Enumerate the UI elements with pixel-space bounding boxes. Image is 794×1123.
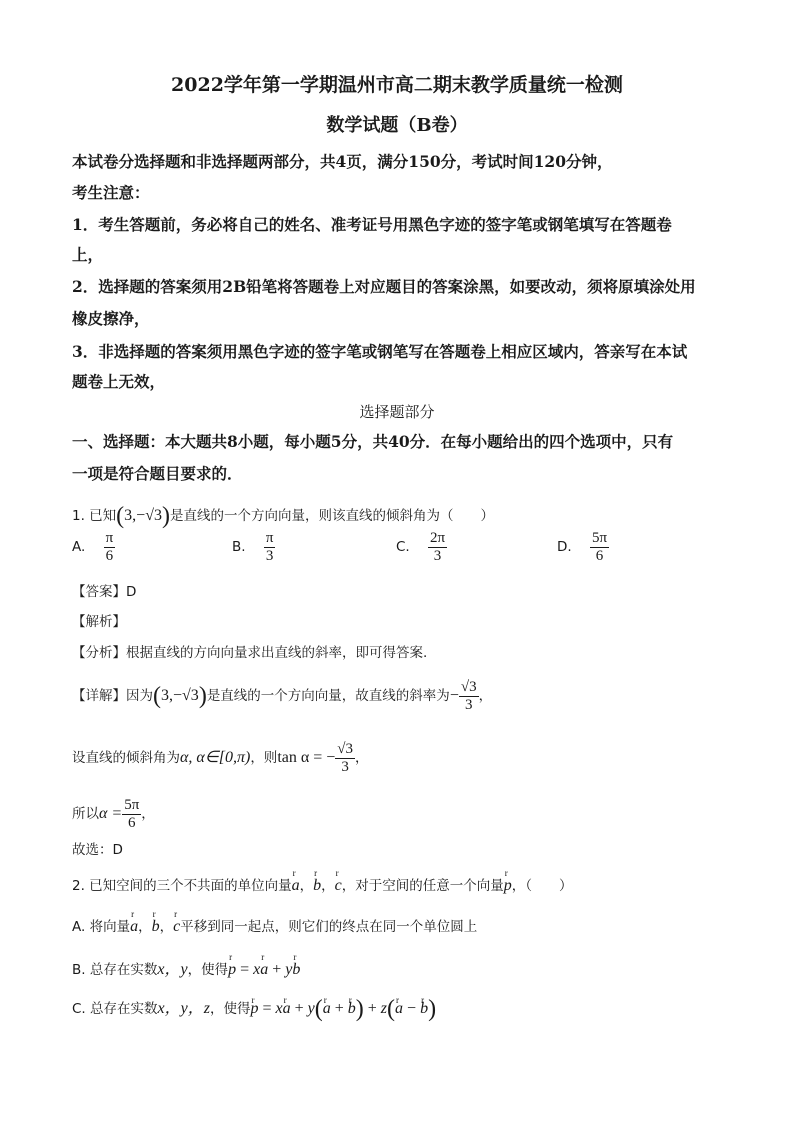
q1-prefix: 1. 已知: [72, 508, 117, 524]
q1-detail-line2: 设直线的倾斜角为α, α∈[0,π)，则tan α = − $\frac{√3}{3}$ ，: [72, 741, 369, 775]
note-1-line1: 1．考生答题前，务必将自己的姓名、准考证号用黑色字迹的签字笔或钢笔填写在答题卷: [72, 215, 672, 234]
q1-answer: 【答案】D: [72, 584, 137, 600]
note-2-line2: 橡皮擦净，: [72, 309, 150, 328]
intro-text: 本试卷分选择题和非选择题两部分，共4页，满分150分，考试时间120分钟，: [72, 152, 613, 171]
q1-option-c: C. $\frac{2\pi}{3}$: [396, 530, 446, 564]
q1-option-b: B. $\frac{\pi}{3}$: [232, 530, 274, 564]
note-3-line2: 题卷上无效，: [72, 372, 166, 391]
section-title: 选择题部分: [359, 403, 435, 421]
note-3-line1: 3．非选择题的答案须用黑色字迹的签字笔或钢笔写在答题卷上相应区域内，答亲写在本试: [72, 342, 688, 361]
question-1-stem: 1. 已知(3,−√3)是直线的一个方向向量，则该直线的倾斜角为（ ）: [72, 503, 494, 529]
exam-subtitle: 数学试题（B卷）: [326, 115, 468, 136]
q1-vector: 3,−√3: [124, 507, 162, 524]
q1-detail-line3: 所以α = $\frac{5\pi}{6}$ ，: [72, 797, 155, 831]
q2-option-c: C. 总存在实数x，y，z，使得r p = xr a + y(r a + r b) + z(r a − r b): [72, 994, 436, 1024]
q1-detail-line1: 【详解】因为(3,−√3)是直线的一个方向向量，故直线的斜率为− $\frac{√3}{3}$ ，: [72, 679, 493, 713]
question-2-stem: 2. 已知空间的三个不共面的单位向量r a，r b，r c，对于空间的任意一个向量r p，（ ）: [72, 874, 573, 895]
section-desc-line1: 一、选择题：本大题共8小题，每小题5分，共40分．在每小题给出的四个选项中，只有: [72, 432, 674, 451]
note-2-line1: 2．选择题的答案须用2B铅笔将答题卷上对应题目的答案涂黑，如要改动，须将原填涂处用: [72, 277, 696, 296]
exam-title: 2022学年第一学期温州市高二期末教学质量统一检测: [171, 74, 623, 96]
q1-option-d: D. $\frac{5\pi}{6}$: [557, 530, 608, 564]
q1-analysis-tag: 【解析】: [72, 614, 126, 630]
section-desc-line2: 一项是符合题目要求的．: [72, 464, 243, 483]
note-1-line2: 上，: [72, 245, 104, 264]
q1-analysis: 【分析】根据直线的方向向量求出直线的斜率，即可得答案.: [72, 645, 428, 661]
q1-option-a: A. $\frac{\pi}{6}$: [72, 530, 114, 564]
q2-option-b: B. 总存在实数x，y，使得r p = xr a + yr b: [72, 956, 300, 979]
notice-heading: 考生注意：: [72, 183, 150, 202]
q2-option-a: A. 将向量r a，r b，r c平移到同一起点，则它们的终点在同一个单位圆上: [72, 915, 477, 936]
q1-choose: 故选：D: [72, 842, 123, 858]
q1-stem-text: 是直线的一个方向向量，则该直线的倾斜角为（ ）: [169, 508, 494, 524]
